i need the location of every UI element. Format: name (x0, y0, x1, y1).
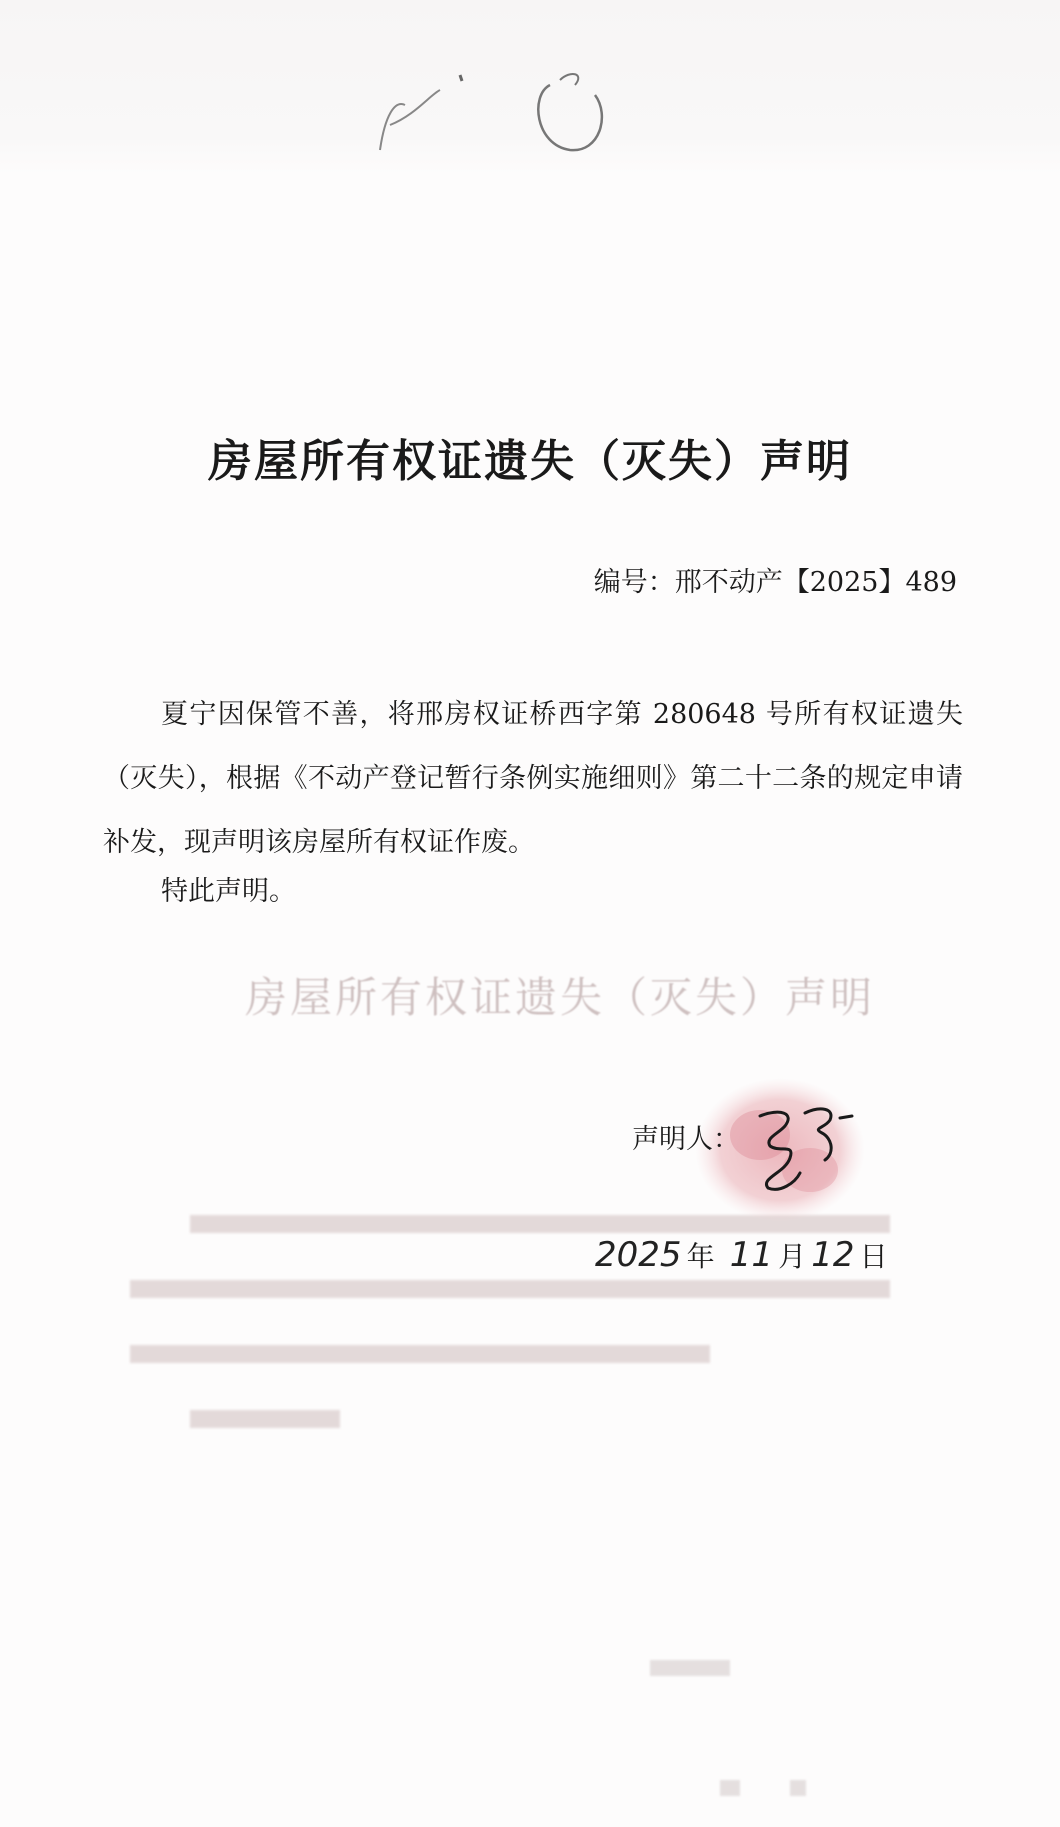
document-number: 编号：邢不动产【2025】489 (593, 567, 957, 598)
declarant-label: 声明人： (632, 1124, 740, 1155)
handwritten-signature (740, 1098, 860, 1193)
pencil-scribble-marks (370, 55, 710, 165)
bleed-through-title: 房屋所有权证遗失（灭失）声明 (245, 973, 876, 1022)
date-day: 12 (811, 1235, 855, 1275)
date-day-char: 日 (859, 1240, 888, 1273)
closing-remark: 特此声明。 (161, 876, 296, 907)
date-month-char: 月 (778, 1240, 807, 1273)
document-title: 房屋所有权证遗失（灭失）声明 (208, 436, 852, 487)
date-year: 2025 (595, 1235, 682, 1275)
bleed-through-bottom-marks (640, 1650, 820, 1820)
statement-body: 夏宁因保管不善，将邢房权证桥西字第 280648 号所有权证遗失（灭失），根据《不动产登记暂行条例实施细则》第二十二条的规定申请补发，现声明该房屋所有权证作废。 (103, 699, 963, 858)
date-month: 11 (729, 1235, 773, 1275)
date-year-char: 年 (686, 1240, 715, 1273)
signing-date (595, 1235, 888, 1295)
